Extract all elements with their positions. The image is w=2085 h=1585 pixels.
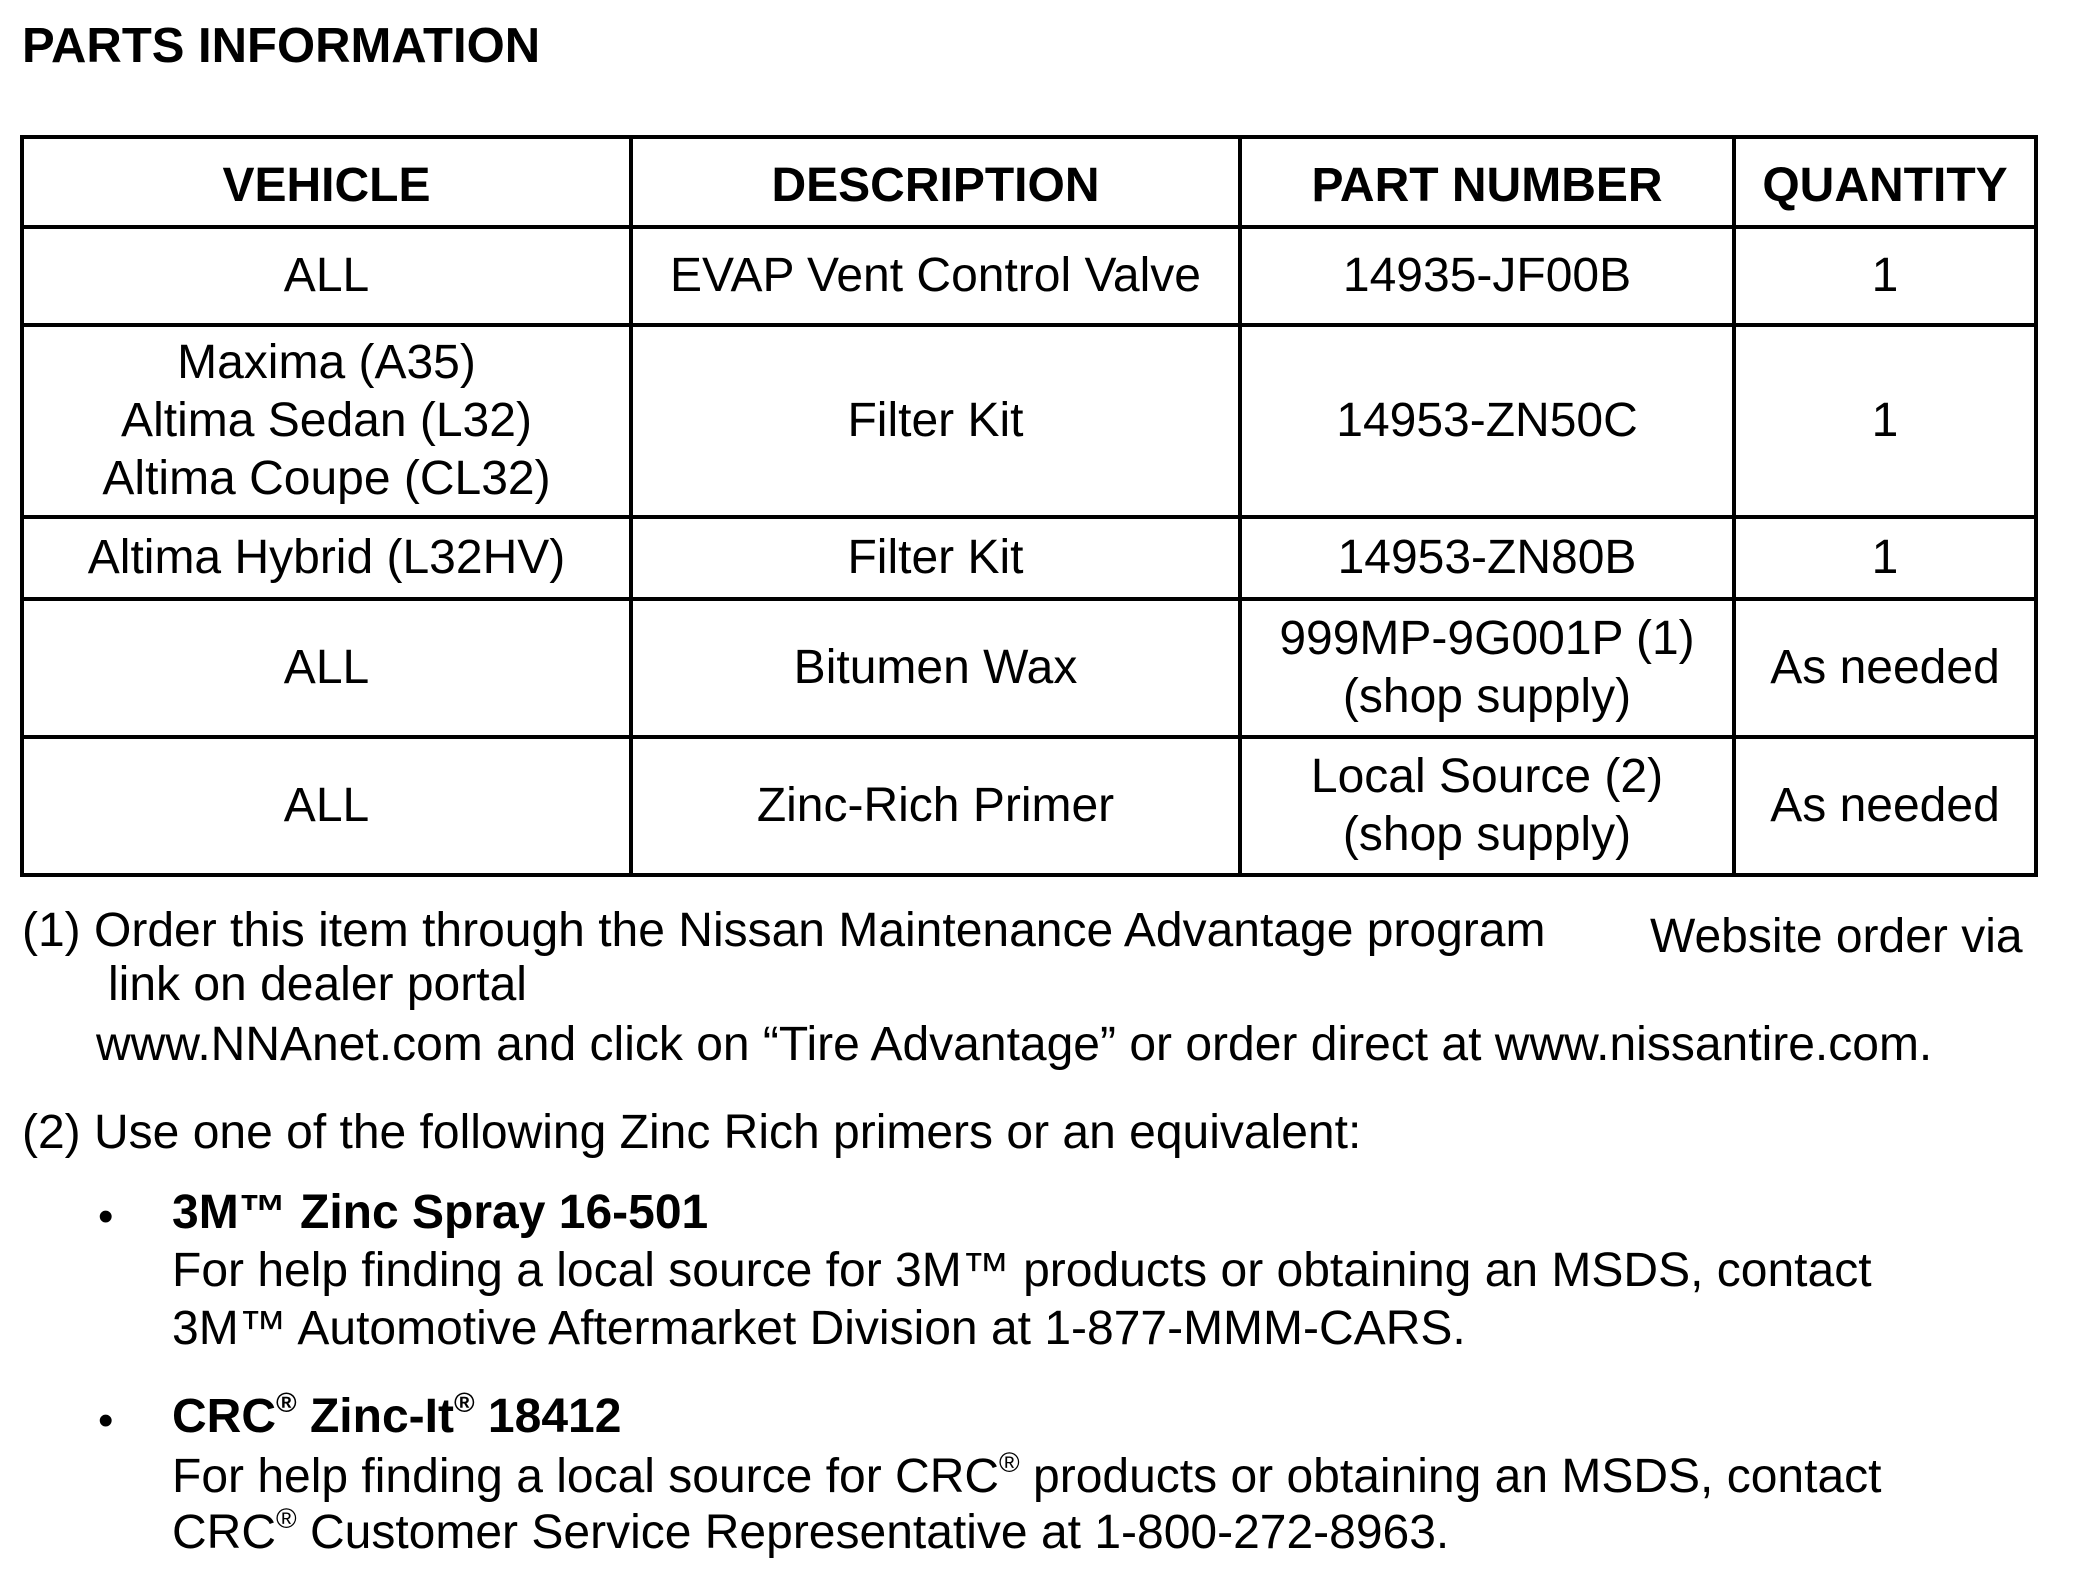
- vehicle-cell: [22, 517, 631, 599]
- part-number-line: 14935-JF00B: [1342, 249, 1632, 302]
- registered-mark: ®: [453, 1387, 475, 1418]
- part-number-cell: [1240, 737, 1734, 875]
- registered-mark: ®: [276, 1387, 297, 1418]
- part-number-cell: [1240, 227, 1734, 325]
- quantity-cell: As needed: [1734, 599, 2036, 737]
- table-header-row: [22, 137, 2036, 227]
- page-title: PARTS INFORMATION: [22, 19, 541, 73]
- vehicle-line: ALL: [283, 641, 370, 694]
- crc-line-1-part-a: For help finding a local source for CRC: [172, 1450, 1000, 1503]
- table-row: [22, 737, 2036, 875]
- part-number-cell: [1240, 325, 1734, 517]
- part-number-cell: [1240, 517, 1734, 599]
- crc-line-1-part-b: products or obtaining an MSDS, contact: [1019, 1450, 1882, 1503]
- quantity-cell: As needed: [1734, 737, 2036, 875]
- part-number-line: (shop supply): [1342, 670, 1632, 723]
- quantity-cell: 1: [1734, 227, 2036, 325]
- description-cell: Filter Kit: [631, 517, 1240, 599]
- table-row: [22, 227, 2036, 325]
- description-cell: Zinc-Rich Primer: [631, 737, 1240, 875]
- product-3m-line-2: 3M™ Automotive Aftermarket Division at 1-877-MMM-CARS.: [172, 1302, 1466, 1355]
- crc-title-part-b: Zinc-It: [296, 1390, 454, 1443]
- description-cell: Filter Kit: [631, 325, 1240, 517]
- vehicle-line: Altima Hybrid (L32HV): [87, 531, 566, 584]
- part-number-line: 14953-ZN50C: [1336, 394, 1638, 447]
- crc-title-part-c: 18412: [474, 1390, 622, 1443]
- note-1-text: (1) Order this item through the Nissan Maintenance Advantage program: [22, 904, 1546, 957]
- table-row: [22, 325, 2036, 517]
- vehicle-line: Maxima (A35): [177, 336, 476, 389]
- description-cell: Bitumen Wax: [631, 599, 1240, 737]
- part-number-line: Local Source (2): [1310, 750, 1664, 803]
- table-row: [22, 517, 2036, 599]
- vehicle-line: ALL: [283, 779, 370, 832]
- bullet-icon: •: [98, 1192, 114, 1241]
- note-1-line-2: link on dealer portal: [108, 958, 527, 1011]
- product-crc-title: [172, 1388, 621, 1446]
- product-crc-line-2: [172, 1504, 1449, 1562]
- product-crc-line-1: [172, 1448, 1881, 1506]
- crc-title-part-a: CRC: [172, 1390, 276, 1443]
- note-2-text: (2) Use one of the following Zinc Rich primers or an equivalent:: [22, 1106, 1362, 1159]
- header-part-number: PART NUMBER: [1240, 137, 1734, 227]
- vehicle-cell: [22, 599, 631, 737]
- header-vehicle: VEHICLE: [22, 137, 631, 227]
- note-1-aside: Website order via: [1650, 910, 2023, 963]
- part-number-line: (shop supply): [1342, 808, 1632, 861]
- product-3m-line-1: For help finding a local source for 3M™ products or obtaining an MSDS, contact: [172, 1244, 1872, 1297]
- vehicle-cell: [22, 325, 631, 517]
- crc-line-2-part-b: Customer Service Representative at 1-800-272-8963.: [296, 1506, 1450, 1559]
- bullet-icon: •: [98, 1396, 114, 1445]
- quantity-cell: 1: [1734, 517, 2036, 599]
- vehicle-line: ALL: [283, 249, 370, 302]
- registered-mark: ®: [999, 1447, 1020, 1478]
- header-quantity: QUANTITY: [1734, 137, 2036, 227]
- vehicle-line: Altima Sedan (L32): [121, 394, 532, 447]
- header-description: DESCRIPTION: [631, 137, 1240, 227]
- note-1-line-3: www.NNAnet.com and click on “Tire Advantage” or order direct at www.nissantire.com.: [96, 1018, 1933, 1071]
- description-cell: EVAP Vent Control Valve: [631, 227, 1240, 325]
- product-3m-title: 3M™ Zinc Spray 16-501: [172, 1186, 709, 1239]
- vehicle-cell: [22, 737, 631, 875]
- crc-line-2-part-a: CRC: [172, 1506, 276, 1559]
- vehicle-line: Altima Coupe (CL32): [102, 452, 551, 505]
- part-number-line: 14953-ZN80B: [1337, 531, 1637, 584]
- part-number-cell: [1240, 599, 1734, 737]
- parts-table: [20, 135, 2038, 877]
- quantity-cell: 1: [1734, 325, 2036, 517]
- part-number-line: 999MP-9G001P (1): [1279, 612, 1695, 665]
- table-row: [22, 599, 2036, 737]
- vehicle-cell: [22, 227, 631, 325]
- registered-mark: ®: [276, 1503, 297, 1534]
